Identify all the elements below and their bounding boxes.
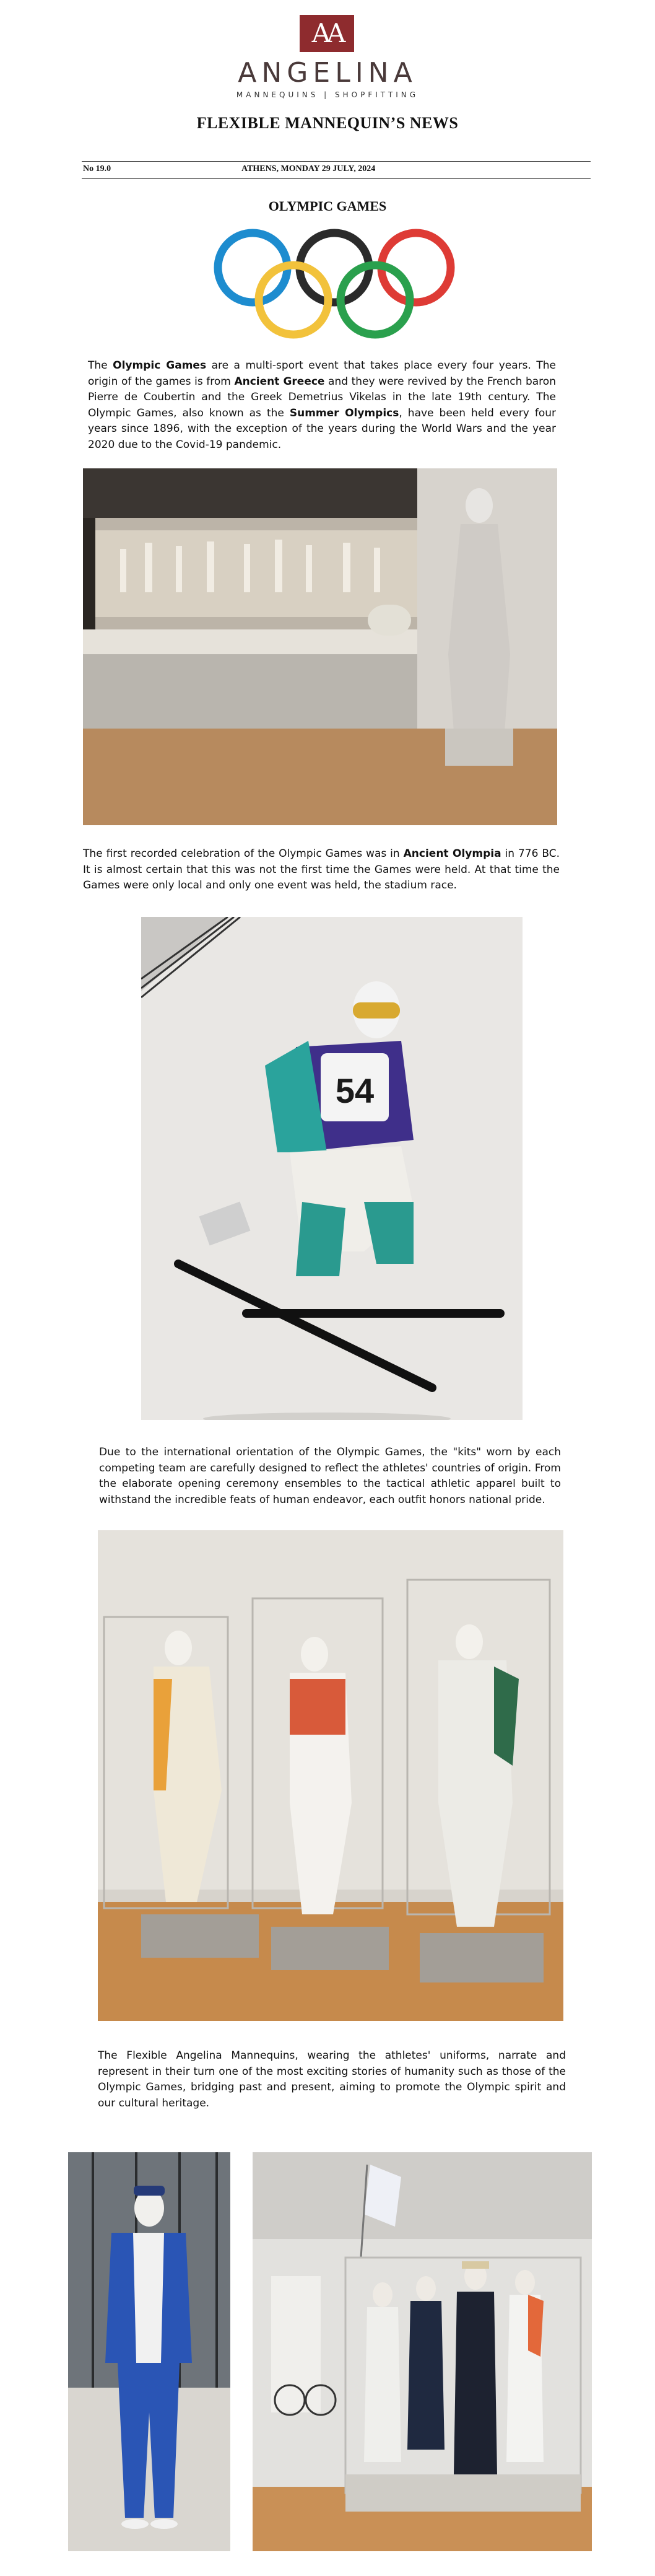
- brand-name: ANGELINA: [238, 57, 417, 89]
- kits-paragraph: Due to the international orientation of the Olympic Games, the "kits" worn by each competing team are carefully designed to reflect the athletes' countries of origin. From the elaborate opening ceremony ensembles to the tactical athletic apparel built to withstand the incredible feats of human endeavor, each outfit honors national pride.: [99, 1446, 561, 1506]
- torchbearer-mannequins-photo: [98, 1530, 563, 2021]
- closing-paragraph: The Flexible Angelina Mannequins, wearing the athletes' uniforms, narrate and represent in their turn one of the most exciting stories of humanity such as those of the Olympic Games, bridging past and present, aiming to promote the Olympic spirit and our cultural heritage.: [98, 2049, 566, 2109]
- intro-paragraph: [88, 358, 556, 453]
- olympic-rings-icon: [210, 223, 458, 347]
- p1-bold-ancient-greece: Ancient Greece: [234, 375, 325, 388]
- greek-team-mannequin-photo: [68, 2152, 230, 2551]
- p2-text-1: The first recorded celebration of the Olympic Games was in: [83, 848, 404, 860]
- p2-bold-ancient-olympia: Ancient Olympia: [403, 848, 501, 860]
- section-title: OLYMPIC GAMES: [268, 198, 387, 214]
- newsletter-title: FLEXIBLE MANNEQUIN’S NEWS: [196, 114, 459, 132]
- skier-bib-number: 54: [335, 1071, 375, 1110]
- p1-bold-olympic-games: Olympic Games: [113, 359, 207, 372]
- brand-tagline: MANNEQUINS | SHOPFITTING: [236, 90, 419, 99]
- p1-text-3: and they were revived by the French baron Pierre de Coubertin and the Greek Demetrius Vikelas in the late 19th century. The Olympic Games, also known as the: [88, 375, 556, 419]
- museum-display-photo: [83, 468, 557, 825]
- issue-date: ATHENS, MONDAY 29 JULY, 2024: [241, 164, 376, 173]
- p2-text-2: in 776 BC. It is almost certain that this was not the first time the Games were held. At that time the Games were only local and only one event was held, the stadium race.: [83, 848, 560, 892]
- history-paragraph: [83, 846, 560, 894]
- p1-text-4: , have been held every four years since 1896, with the exception of the years during the World Wars and the year 2020 due to the Covid-19 pandemic.: [88, 406, 557, 451]
- p1-bold-summer-olympics: Summer Olympics: [289, 406, 399, 419]
- museum-mannequins-group-photo: [253, 2152, 592, 2551]
- header-rule-bottom: [82, 178, 591, 179]
- issue-number: No 19.0: [83, 164, 111, 173]
- skier-mannequin-photo: [141, 917, 523, 1420]
- logo-mark-letters: AA: [311, 18, 342, 48]
- header-rule-top: [82, 161, 591, 162]
- p1-text-1: The: [88, 359, 113, 372]
- p1-text-2: are a multi-sport event that takes place every four years. The origin of the games is from: [88, 359, 557, 388]
- brand-logo-mark: [300, 15, 354, 52]
